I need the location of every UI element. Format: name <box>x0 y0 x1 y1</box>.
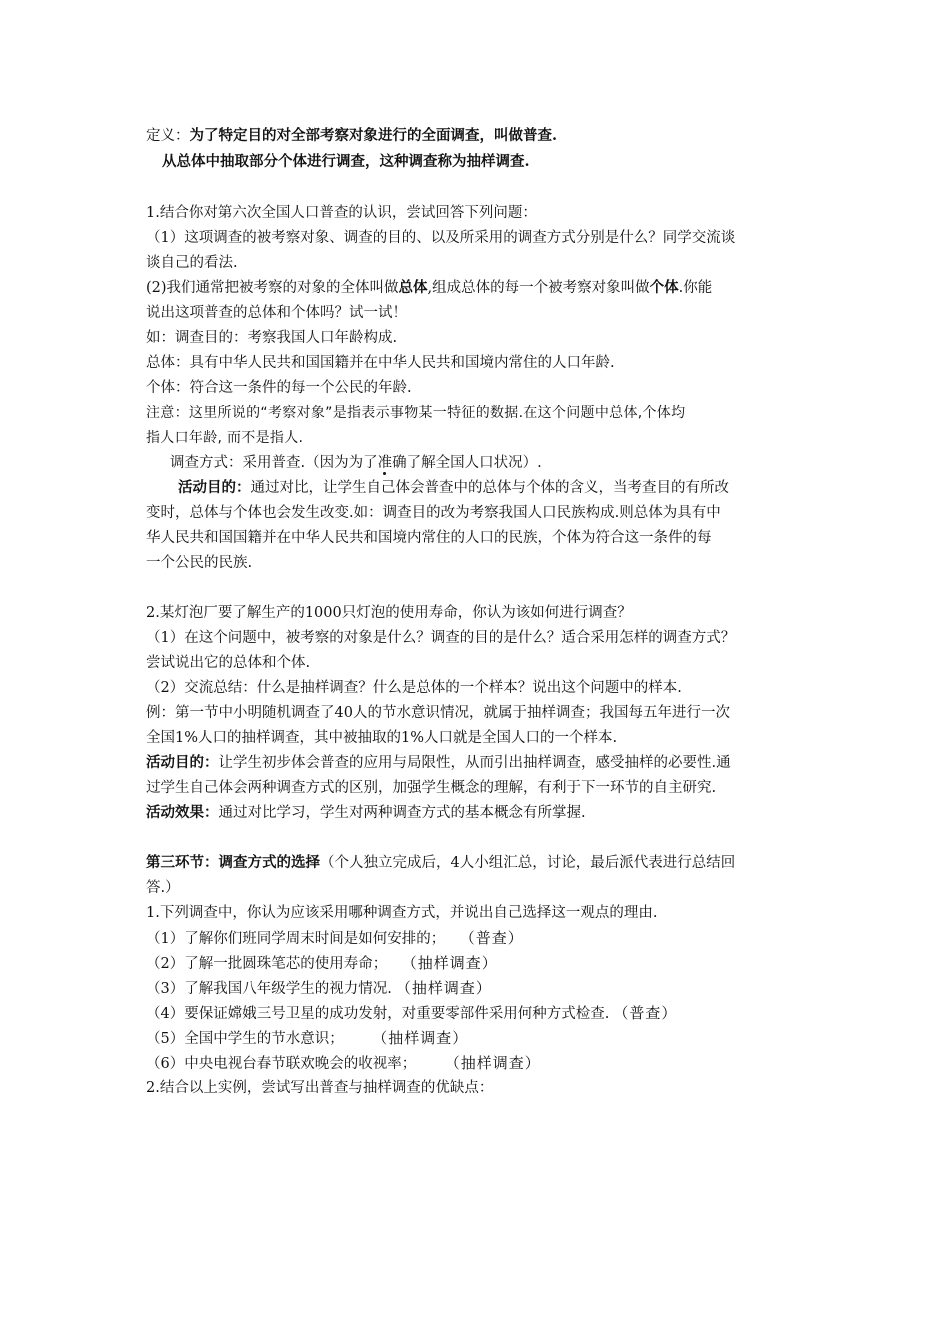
section3-title: 第三环节：调查方式的选择 <box>146 854 320 871</box>
q2-title: 2.某灯泡厂要了解生产的1000只灯泡的使用寿命，你认为该如何进行调查？ <box>146 605 632 621</box>
q1-part2-line2: 说出这项普查的总体和个体吗？试一试！ <box>146 305 407 321</box>
item-text: （2）了解一批圆珠笔芯的使用寿命； <box>146 956 388 972</box>
q2-goal-label: 活动目的： <box>146 754 219 771</box>
q2-part1-line1: （1）在这个问题中，被考察的对象是什么？调查的目的是什么？适合采用怎样的调查方式？ <box>146 630 736 646</box>
q1-part1-line1: （1）这项调查的被考察对象、调查的目的、以及所采用的调查方式分别是什么？同学交流谈 <box>146 230 736 246</box>
q1-part1-line2: 谈自己的看法. <box>146 255 238 271</box>
q1-population: 总体：具有中华人民共和国国籍并在中华人民共和国境内常住的人口年龄. <box>146 355 615 371</box>
q2-example-line2: 全国1%人口的抽样调查，其中被抽取的1%人口就是全国人口的一个样本. <box>146 730 618 746</box>
item-answer: （抽样调查） <box>395 979 492 997</box>
q1-example: 如：调查目的：考察我国人口年龄构成. <box>146 330 398 346</box>
q1-method-text-a: 调查方式：采用普查.（因为为了 <box>170 455 378 471</box>
q2-effect-text: 通过对比学习，学生对两种调查方式的基本概念有所掌握. <box>218 805 586 821</box>
q1-goal-line4: 一个公民的民族. <box>146 555 253 571</box>
q1-title: 1.结合你对第六次全国人口普查的认识，尝试回答下列问题： <box>146 205 537 221</box>
section3-question2: 2.结合以上实例，尝试写出普查与抽样调查的优缺点： <box>146 1080 494 1096</box>
section3-note-line2: 答.） <box>146 880 180 896</box>
list-item <box>146 928 816 949</box>
definition-label: 定义： <box>146 128 190 144</box>
q1-goal-line3: 华人民共和国国籍并在中华人民共和国境内常住的人口的民族，个体为符合这一条件的每 <box>146 530 712 546</box>
q1-part2-text-a: (2)我们通常把被考察的对象的全体叫做 <box>146 280 399 296</box>
item-answer: （普查） <box>613 1004 678 1022</box>
q2-goal-line2: 过学生自己体会两种调查方式的区别，加强学生概念的理解，有利于下一环节的自主研究. <box>146 780 717 796</box>
q1-note-line2: 指人口年龄, 而不是指人. <box>146 430 304 446</box>
q2-effect <box>146 803 816 823</box>
q1-part2-text-e: .你能 <box>678 280 713 296</box>
q2-goal-line1 <box>146 753 816 773</box>
census-definition: 为了特定目的对全部考察对象进行的全面调查，叫做普查. <box>189 127 558 144</box>
list-item <box>146 953 816 974</box>
q2-example-line1: 例：第一节中小明随机调查了40人的节水意识情况，就属于抽样调查；我国每五年进行一次 <box>146 705 730 721</box>
list-item <box>146 1053 816 1074</box>
q2-goal-text1: 让学生初步体会普查的应用与局限性，从而引出抽样调查，感受抽样的必要性.通 <box>218 755 731 771</box>
q1-goal-line2: 变时，总体与个体也会发生改变.如：调查目的改为考察我国人口民族构成.则总体为具有中 <box>146 505 721 521</box>
list-item <box>146 1003 816 1024</box>
q2-part2: （2）交流总结：什么是抽样调查？什么是总体的一个样本？说出这个问题中的样本. <box>146 680 682 696</box>
q1-part2-text-c: ,组成总体的每一个被考察对象叫做 <box>427 280 650 296</box>
q1-method <box>170 453 840 473</box>
q1-method-text-b: 确了解全国人口状况）. <box>392 455 542 471</box>
term-population: 总体 <box>398 279 428 296</box>
q1-goal-label: 活动目的： <box>178 479 251 496</box>
q1-goal-text1: 通过对比，让学生自己体会普查中的总体与个体的含义，当考查目的有所改 <box>250 480 729 496</box>
sampling-definition: 从总体中抽取部分个体进行调查，这种调查称为抽样调查. <box>162 153 530 170</box>
definition-census <box>146 126 816 146</box>
list-item <box>146 978 816 999</box>
section3-note-line1: （个人独立完成后，4人小组汇总，讨论，最后派代表进行总结回 <box>320 855 736 871</box>
item-answer: （普查） <box>467 929 524 947</box>
q1-individual: 个体：符合这一条件的每一个公民的年龄. <box>146 380 412 396</box>
item-answer: （抽样调查） <box>409 954 498 972</box>
term-individual: 个体 <box>649 279 679 296</box>
item-answer: （抽样调查） <box>452 1054 541 1072</box>
q2-part1-line2: 尝试说出它的总体和个体. <box>146 655 311 671</box>
item-text: （4）要保证嫦娥三号卫星的成功发射，对重要零部件采用何种方式检查. <box>146 1006 610 1022</box>
section3-question1: 1.下列调查中，你认为应该采用哪种调查方式，并说出自己选择这一观点的理由. <box>146 905 658 921</box>
q2-effect-label: 活动效果： <box>146 804 219 821</box>
emphasis-dot-char: 准 <box>377 455 393 471</box>
item-text: （6）中央电视台春节联欢晚会的收视率； <box>146 1056 417 1072</box>
item-answer: （抽样调查） <box>379 1029 469 1047</box>
q1-part2-line1 <box>146 278 816 298</box>
item-text: （1）了解你们班同学周末时间是如何安排的； <box>146 931 446 947</box>
q1-goal-line1 <box>178 478 848 498</box>
item-text: （3）了解我国八年级学生的视力情况. <box>146 981 392 997</box>
item-text: （5）全国中学生的节水意识； <box>146 1031 344 1047</box>
section3-heading <box>146 853 816 873</box>
q1-note-line1: 注意：这里所说的“考察对象”是指表示事物某一特征的数据.在这个问题中总体,个体均 <box>146 405 686 421</box>
list-item <box>146 1028 816 1049</box>
